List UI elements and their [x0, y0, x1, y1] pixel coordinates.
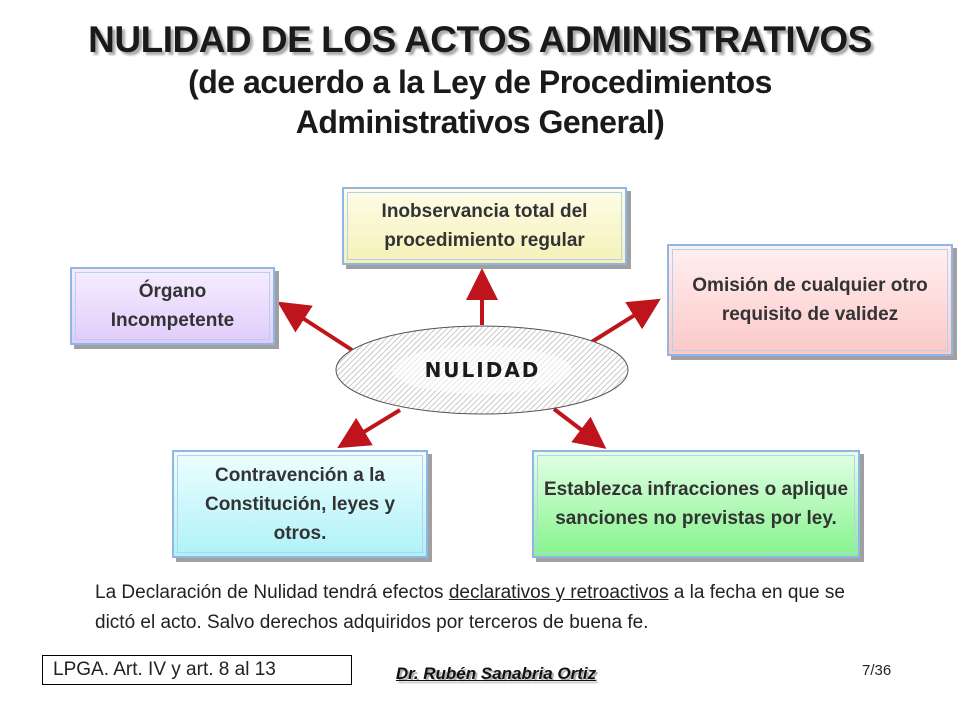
- box-organo: Órgano Incompetente: [70, 267, 275, 345]
- box-inobservancia: Inobservancia total del procedimiento regular: [342, 187, 627, 265]
- slide-subtitle-line1: (de acuerdo a la Ley de Procedimientos: [188, 64, 772, 100]
- nulidad-label: NULIDAD: [424, 358, 541, 382]
- footnote: [95, 578, 875, 638]
- box-infracciones: Establezca infracciones o aplique sanciones no previstas por ley.: [532, 450, 860, 558]
- footnote-part2: a la fecha en que se dictó el acto. Salvo derechos adquiridos por terceros de buena fe.: [95, 582, 845, 633]
- page-number: 7/36: [862, 662, 892, 679]
- footnote-part1: La Declaración de Nulidad tendrá efectos: [95, 582, 449, 603]
- box-omision: Omisión de cualquier otro requisito de validez: [667, 244, 953, 356]
- author-name: Dr. Rubén Sanabria Ortiz: [395, 664, 597, 683]
- arrow-to-bottom-right: [554, 409, 600, 444]
- slide-title: NULIDAD DE LOS ACTOS ADMINISTRATIVOS: [88, 19, 872, 60]
- arrow-to-right: [590, 303, 654, 343]
- slide-subtitle-line2: Administrativos General): [295, 104, 665, 140]
- legal-reference: LPGA. Art. IV y art. 8 al 13: [42, 655, 352, 685]
- footnote-underlined: declarativos y retroactivos: [448, 582, 669, 603]
- box-contravencion: Contravención a la Constitución, leyes y otros.: [172, 450, 428, 558]
- arrow-to-bottom-left: [344, 410, 400, 444]
